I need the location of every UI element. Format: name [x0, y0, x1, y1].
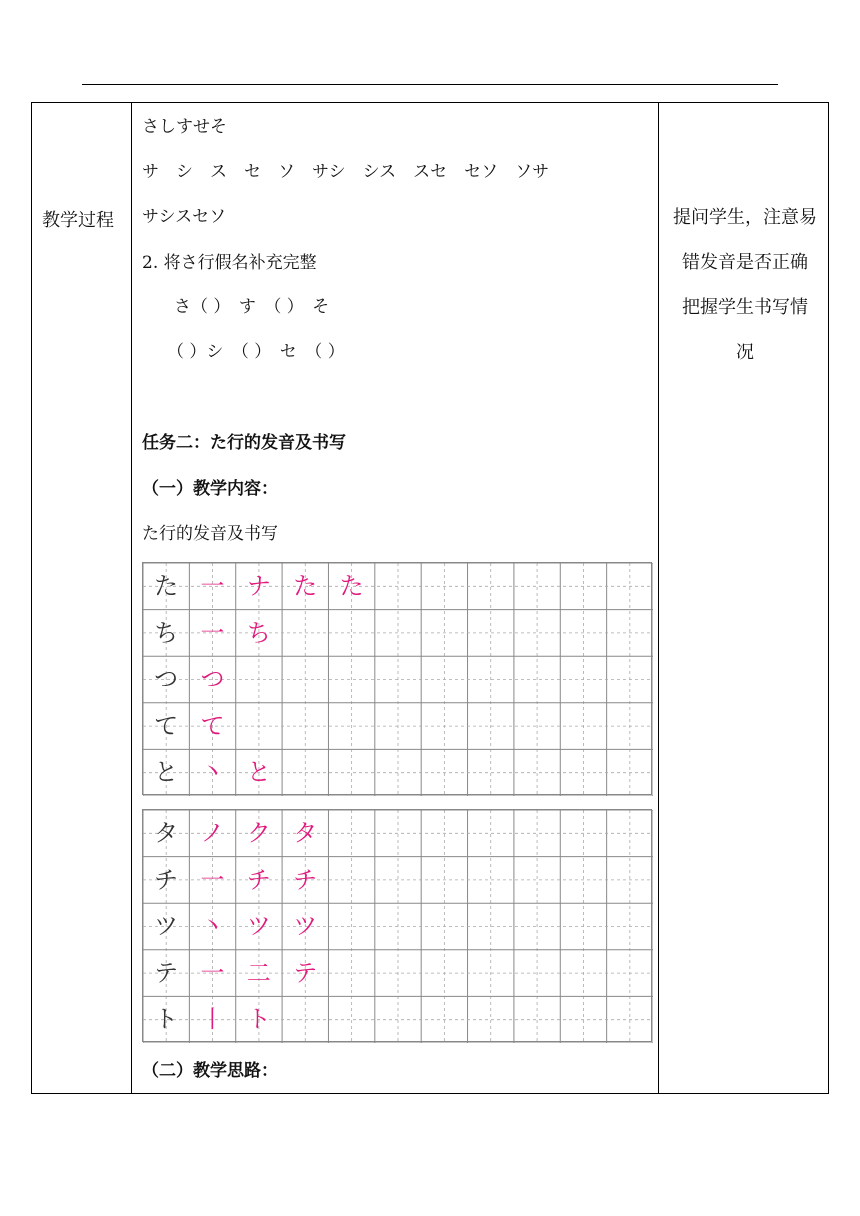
left-column — [32, 103, 132, 1093]
hiragana-stroke-grid — [142, 562, 652, 795]
exercise-title: 2. 将さ行假名补充完整 — [142, 253, 317, 273]
grid-stroke-char: チ — [246, 865, 271, 894]
header-rule — [82, 84, 778, 85]
grid-stroke-char: 一 — [200, 572, 225, 600]
grid-reference-char: ト — [154, 1005, 179, 1034]
grid-stroke-char: 二 — [246, 958, 271, 987]
grid-stroke-char: 丶 — [200, 758, 225, 787]
line-katakana-sa: サ シ ス セ ソ サシ シス スセ セソ ソサ — [142, 162, 550, 182]
section2-title: （二）教学思路： — [142, 1061, 278, 1081]
grid-reference-char: つ — [154, 665, 179, 694]
grid-reference-char: タ — [154, 819, 179, 847]
grid-stroke-char: タ — [293, 819, 318, 847]
lesson-table — [31, 102, 829, 1094]
note-line-4: 况 — [736, 342, 754, 363]
grid-stroke-char: 一 — [200, 865, 225, 894]
grid-stroke-char: と — [246, 758, 271, 787]
grid-stroke-char: 一 — [200, 618, 225, 647]
grid-stroke-char: ナ — [246, 572, 271, 600]
grid-stroke-char: ノ — [200, 819, 225, 847]
grid-stroke-char: て — [200, 711, 225, 740]
grid-stroke-char: ツ — [246, 912, 271, 941]
column-divider — [658, 103, 659, 1093]
grid-stroke-char: 丨 — [200, 1005, 225, 1034]
grid-reference-char: ツ — [154, 912, 179, 941]
grid-reference-char: チ — [154, 865, 179, 894]
section1-text: た行的发音及书写 — [142, 524, 278, 544]
line-katakana-sa-2: サシスセソ — [142, 207, 227, 227]
process-label: 教学过程 — [42, 210, 114, 231]
grid-reference-char: た — [154, 572, 179, 600]
grid-reference-char: と — [154, 758, 179, 787]
grid-stroke-char: 丶 — [200, 912, 225, 941]
right-column — [660, 103, 830, 1093]
exercise-row-2: （ ）シ （ ） セ （ ） — [167, 342, 345, 362]
grid-reference-char: ち — [154, 618, 179, 647]
grid-stroke-char: た — [293, 572, 318, 600]
grid-reference-char: て — [154, 711, 179, 740]
grid-stroke-char: ク — [246, 819, 271, 847]
note-line-2: 错发音是否正确 — [682, 252, 808, 273]
grid-stroke-char: テ — [293, 958, 318, 987]
exercise-row-1: さ（ ） す （ ） そ — [174, 297, 330, 317]
line-hiragana-sa: さしすせそ — [142, 117, 227, 137]
grid-stroke-char: つ — [200, 665, 225, 694]
grid-stroke-char: ツ — [293, 912, 318, 941]
task2-title: 任务二：た行的发音及书写 — [142, 433, 346, 453]
grid-reference-char: テ — [154, 958, 179, 987]
section1-title: （一）教学内容： — [142, 479, 278, 499]
grid-stroke-char: ち — [246, 618, 271, 647]
note-line-3: 把握学生书写情 — [682, 297, 808, 318]
grid-stroke-char: た — [339, 572, 364, 600]
katakana-stroke-grid — [142, 809, 652, 1042]
note-line-1: 提问学生，注意易 — [673, 207, 817, 228]
grid-stroke-char: ト — [246, 1005, 271, 1034]
grid-stroke-char: 一 — [200, 958, 225, 987]
grid-stroke-char: チ — [293, 865, 318, 894]
